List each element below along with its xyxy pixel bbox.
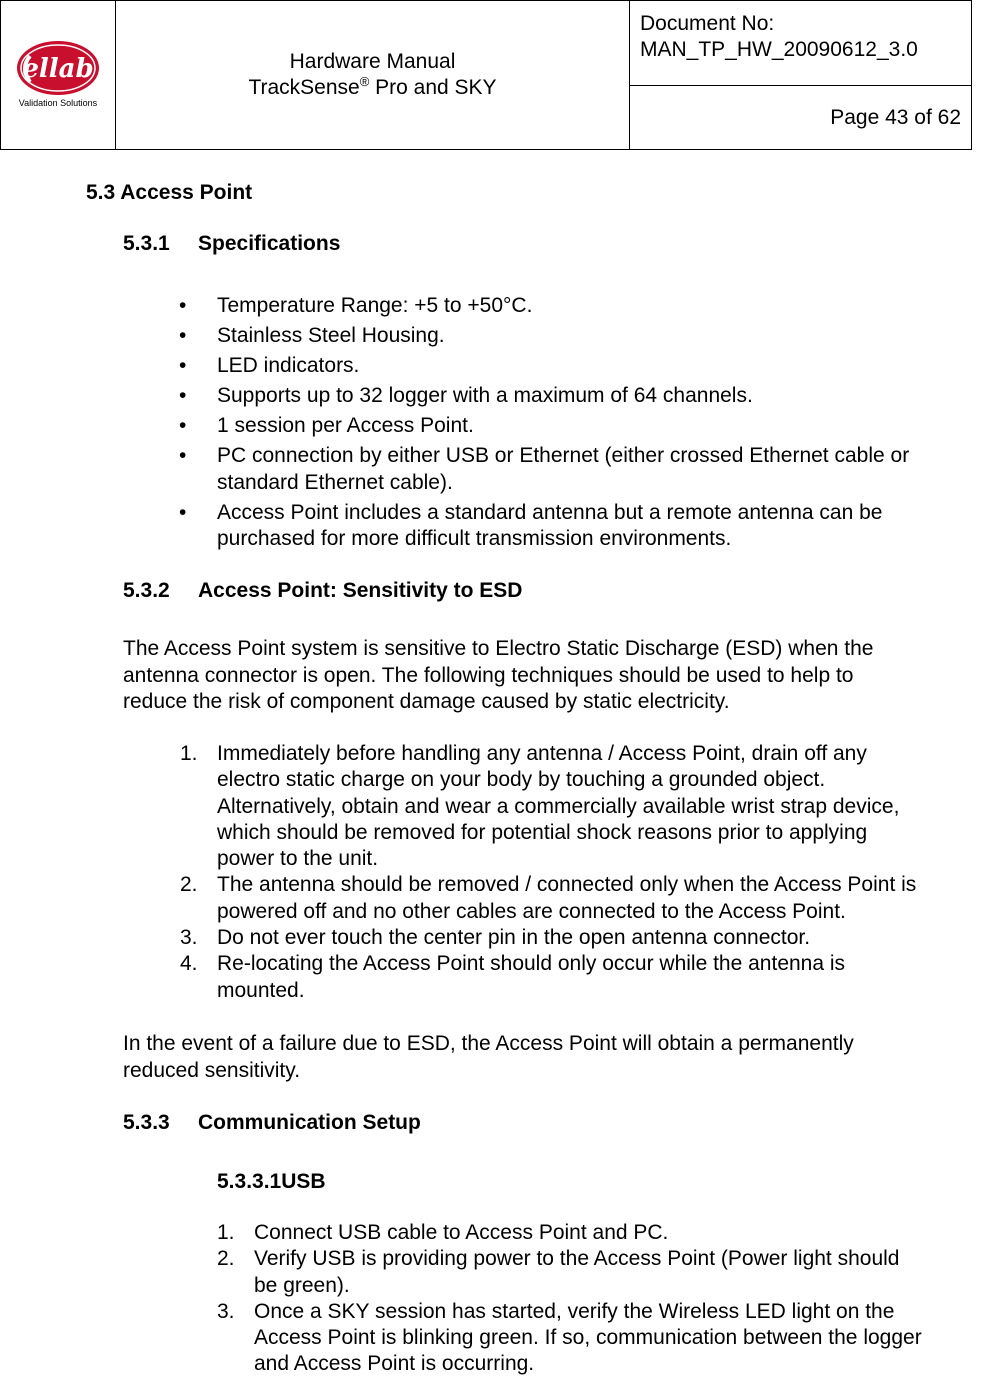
list-item: • Stainless Steel Housing. <box>179 324 445 347</box>
document-number <box>630 1 972 86</box>
page-number: Page 43 of 62 <box>630 86 972 150</box>
logo-cell <box>1 1 116 150</box>
cellab-logo <box>16 38 100 108</box>
spec-list <box>0 293 909 556</box>
list-item: 4. Re-locating the Access Point should only occur while the antenna is mounted. <box>180 952 846 1002</box>
comm-heading: 5.3.3 Communication Setup <box>123 1111 421 1134</box>
title-line-1: Hardware Manual <box>289 50 456 73</box>
doc-no-label: Document No: <box>640 12 775 35</box>
doc-no-value: MAN_TP_HW_20090612_3.0 <box>640 38 918 61</box>
esd-steps <box>0 741 916 1004</box>
list-item: 1. Immediately before handling any antenna / Access Point, drain off any electro static charge on your body by touching a grounded object. Alternatively, obtain and wear a commercially available wrist strap device, which should be removed for potential shock reasons prior to applying power to the unit. <box>180 742 900 871</box>
list-item: • Supports up to 32 logger with a maximum of 64 channels. <box>179 384 753 407</box>
section-heading: 5.3 Access Point <box>86 181 253 204</box>
list-item: • Temperature Range: +5 to +50°C. <box>179 294 533 317</box>
list-item: 2. Verify USB is providing power to the Access Point (Power light should be green). <box>217 1247 900 1297</box>
svg-text:ellab: ellab <box>22 53 94 84</box>
spec-heading: 5.3.1 Specifications <box>123 232 341 255</box>
list-item: 1. Connect USB cable to Access Point and PC. <box>217 1221 669 1244</box>
esd-intro: The Access Point system is sensitive to Electro Static Discharge (ESD) when the antenna connector is open. The following techniques should be used to help to reduce the risk of component damage caused by static electricity. <box>123 637 874 713</box>
document-title <box>116 1 630 150</box>
list-item: 3. Do not ever touch the center pin in the open antenna connector. <box>180 926 811 950</box>
list-item: 2. The antenna should be removed / connected only when the Access Point is powered off and no other cables are connected to the Access Point. <box>180 873 917 923</box>
esd-outro: In the event of a failure due to ESD, the Access Point will obtain a permanently reduced sensitivity. <box>123 1032 854 1082</box>
list-item: 3. Once a SKY session has started, verify the Wireless LED light on the Access Point is blinking green. If so, communication between the logger and Access Point is occurring. <box>217 1299 922 1376</box>
list-item: • LED indicators. <box>179 354 360 377</box>
cellab-logo-icon <box>16 38 100 96</box>
usb-steps <box>0 1220 922 1378</box>
title-line-2: TrackSense® Pro and SKY <box>248 74 497 99</box>
list-item: • Access Point includes a standard antenna but a remote antenna can be purchased for more difficult transmission environments. <box>179 500 883 550</box>
logo-subtitle: Validation Solutions <box>18 97 98 108</box>
list-item: • PC connection by either USB or Ethernet (either crossed Ethernet cable or standard Ethernet cable). <box>179 444 910 494</box>
list-item: • 1 session per Access Point. <box>179 414 474 437</box>
document-header <box>0 0 972 150</box>
esd-heading: 5.3.2 Access Point: Sensitivity to ESD <box>123 579 523 602</box>
usb-heading: 5.3.3.1USB <box>217 1170 326 1193</box>
